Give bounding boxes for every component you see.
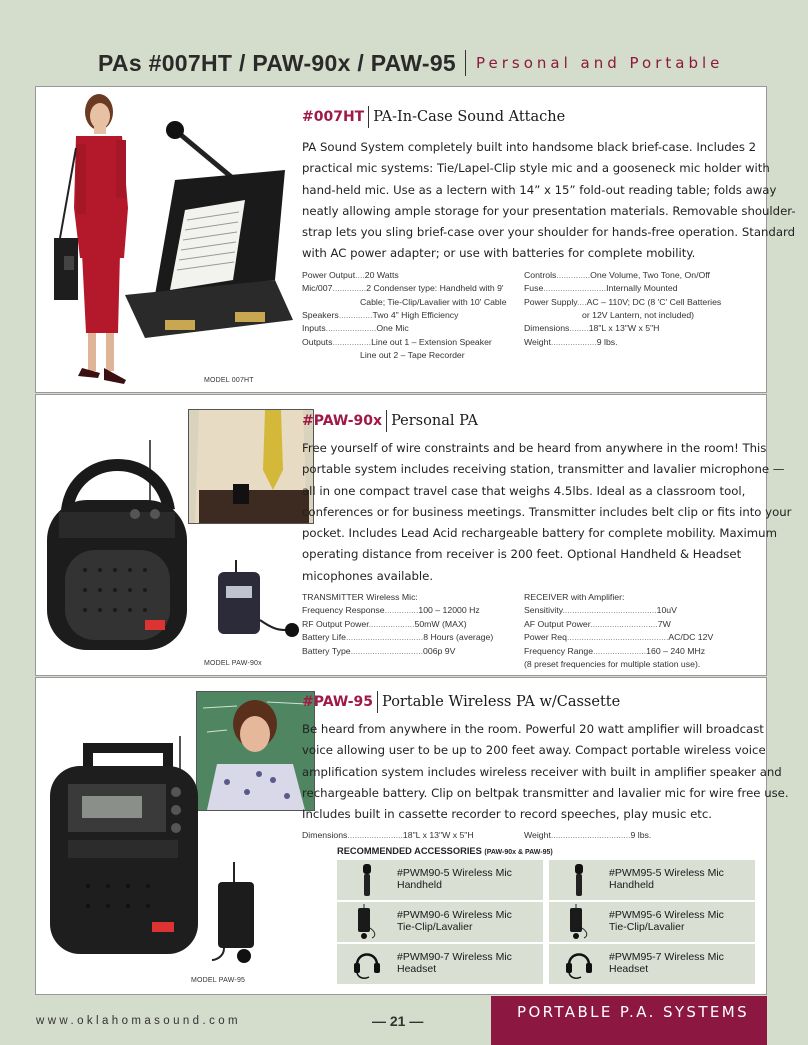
accessory-item — [549, 902, 755, 942]
spec-value: AC/DC 12V — [668, 632, 714, 643]
spec-row — [302, 645, 493, 658]
spec-row — [524, 322, 721, 335]
briefcase-pa-photo — [125, 120, 295, 350]
title-divider — [368, 106, 369, 128]
spec-row — [524, 269, 721, 282]
spec-row — [524, 591, 713, 604]
spec-dots: ....................... — [347, 830, 403, 841]
spec-row — [302, 829, 474, 842]
accessory-type: Handheld — [609, 878, 654, 891]
product-name: Personal PA — [391, 413, 478, 429]
spec-value: 50mW (MAX) — [414, 618, 467, 629]
spec-key: Weight — [524, 830, 551, 841]
spec-key: Sensitivity — [524, 605, 563, 616]
accessory-type: Headset — [397, 962, 437, 975]
accessory-type: Handheld — [397, 878, 442, 891]
spec-dots: ....................................... — [562, 605, 657, 616]
spec-key: Mic/007 — [302, 283, 333, 294]
accessory-model: #PWM90-5 Wireless Mic — [397, 867, 512, 879]
spec-dots: ........ — [569, 323, 589, 334]
accessory-type: Tie-Clip/Lavalier — [609, 920, 685, 933]
spec-key: Weight — [524, 336, 551, 347]
spec-value: 18"L x 13"W x 5"H — [402, 830, 474, 841]
page-title: PAs #007HT / PAW-90x / PAW-95 — [98, 49, 457, 76]
spec-value: 2 Condenser type: Handheld with 9' — [366, 283, 504, 294]
spec-row — [524, 631, 713, 644]
spec-row — [302, 618, 493, 631]
lavalier-mic-icon — [337, 902, 397, 942]
model-label: MODEL PAW-90x — [204, 660, 262, 667]
spec-dots: ................... — [550, 336, 597, 347]
title-divider — [377, 691, 378, 713]
spec-key: Inputs — [302, 323, 326, 334]
spec-key: Frequency Response — [302, 605, 385, 616]
product-name: Portable Wireless PA w/Cassette — [382, 694, 621, 710]
accessory-model: #PWM95-7 Wireless Mic — [609, 951, 724, 963]
spec-value: Cable; Tie-Clip/Lavalier with 10' Cable — [360, 296, 507, 307]
product-title — [302, 690, 796, 714]
product-description: Free yourself of wire constraints and be heard from anywhere in the room! This portable system includes receiving station, transmitter and lavalier microphone — all in one compact travel case that weighs 4.5lbs. Ideal as a classroom tool, conferences or for business meetings. Transmitter includes belt clip or fits into your pocket. Includes Lead Acid rechargeable battery for complete mobility. Maximum operating distance from receiver is 200 feet. Optional Handheld & Headset micophones available. — [302, 441, 792, 583]
lavalier-mic-icon — [549, 902, 609, 942]
accessory-model: #PWM95-5 Wireless Mic — [609, 867, 724, 879]
spec-value: 7W — [657, 618, 671, 629]
product-title — [302, 105, 796, 129]
spec-row — [302, 309, 507, 322]
spec-dots: ................................ — [345, 632, 424, 643]
spec-row — [302, 282, 507, 295]
product-content — [302, 409, 796, 676]
spec-table — [302, 269, 796, 364]
accessory-type: Tie-Clip/Lavalier — [397, 920, 473, 933]
spec-dots: ...................... — [593, 645, 647, 656]
page-header — [98, 46, 723, 80]
spec-dots: .............. — [384, 605, 419, 616]
spec-table — [302, 829, 796, 845]
accessory-item — [549, 944, 755, 984]
spec-row — [524, 829, 651, 842]
spec-key: Fuse — [524, 283, 544, 294]
accessory-item — [337, 944, 543, 984]
spec-dots: ............................ — [590, 618, 658, 629]
section-band — [491, 996, 767, 1045]
handheld-mic-icon — [337, 860, 397, 900]
spec-key: Controls — [524, 269, 557, 280]
spec-row — [302, 322, 507, 335]
spec-value: 18"L x 13"W x 5"H — [588, 323, 660, 334]
spec-key: Power Supply — [524, 296, 577, 307]
spec-dots: ..................... — [325, 323, 377, 334]
spec-value: Line out 1 – Extension Speaker — [371, 336, 492, 347]
spec-dots: .... — [576, 296, 587, 307]
spec-column-right — [524, 269, 721, 349]
product-title — [302, 409, 796, 433]
spec-value: AC – 110V; DC (8 'C' Cell Batteries — [586, 296, 722, 307]
product-content — [302, 690, 796, 845]
accessories-title: RECOMMENDED ACCESSORIES (PAW-90x & PAW-95) — [337, 846, 553, 856]
model-label: MODEL PAW-95 — [191, 977, 246, 984]
accessory-item — [337, 860, 543, 900]
spec-column-right — [524, 591, 713, 671]
headset-mic-icon — [549, 944, 609, 984]
spec-row — [524, 618, 713, 631]
spec-row — [302, 604, 493, 617]
page-number: — 21 — — [372, 1013, 424, 1029]
headset-mic-icon — [337, 944, 397, 984]
spec-key: Frequency Range — [524, 645, 594, 656]
spec-value: 20 Watts — [364, 269, 399, 280]
spec-key: Battery Type — [302, 645, 351, 656]
model-label: MODEL 007HT — [204, 377, 254, 384]
spec-row — [524, 604, 713, 617]
product-description: Be heard from anywhere in the room. Powerful 20 watt amplifier will broadcast voice allowing user to be up to 200 feet away. Compact portable wireless voice amplification system includes wireless receiver with built in amplifier speaker and rechargeable battery. Clip on beltpak transmitter and lavalier mic for wire free use. Includes built in cassette recorder to record speeches, play music etc. — [302, 722, 789, 822]
spec-row — [302, 349, 507, 362]
product-code: #PAW-90x — [302, 413, 383, 429]
accessory-model: #PWM90-7 Wireless Mic — [397, 951, 512, 963]
spec-dots: .............. — [556, 269, 591, 280]
spec-row — [302, 631, 493, 644]
accessory-item — [549, 860, 755, 900]
spec-value: or 12V Lantern, not included) — [582, 310, 695, 320]
product-code: #PAW-95 — [302, 694, 374, 710]
accessory-label — [609, 902, 724, 933]
accessory-label — [397, 902, 512, 933]
spec-value: Line out 2 – Tape Recorder — [360, 350, 465, 361]
accessory-item — [337, 902, 543, 942]
accessories-grid — [337, 860, 755, 984]
accessory-model: #PWM95-6 Wireless Mic — [609, 909, 724, 921]
spec-table — [302, 591, 796, 676]
section-label: PORTABLE P.A. SYSTEMS — [517, 1003, 750, 1021]
product-name: PA-In-Case Sound Attache — [373, 109, 566, 125]
transmitter-2-photo — [204, 862, 284, 967]
spec-row — [524, 658, 713, 671]
accessory-label — [397, 860, 512, 891]
accessory-label — [609, 860, 724, 891]
spec-row — [524, 296, 721, 309]
spec-dots: .............. — [338, 310, 373, 320]
spec-value: Two 4" High Efficiency — [372, 310, 459, 320]
spec-row — [302, 336, 507, 349]
accessories-note: (PAW-90x & PAW-95) — [484, 849, 553, 856]
spec-row — [524, 309, 721, 322]
spec-row — [302, 269, 507, 282]
spec-dots: .......................................... — [566, 632, 669, 643]
spec-value: 160 – 240 MHz — [646, 645, 706, 656]
page-subtitle: Personal and Portable — [476, 54, 724, 72]
spec-key: Outputs — [302, 336, 333, 347]
spec-key: AF Output Power — [524, 618, 591, 629]
spec-key: Power Req — [524, 632, 567, 643]
spec-column-left — [302, 829, 474, 842]
spec-key: Dimensions — [302, 830, 348, 841]
spec-key: Speakers — [302, 310, 339, 320]
accessory-label — [609, 944, 724, 975]
paw95-speaker-photo — [48, 736, 208, 956]
spec-value: One Mic — [376, 323, 409, 334]
title-divider — [465, 50, 466, 76]
transmitter-photo — [214, 560, 309, 645]
accessory-type: Headset — [609, 962, 649, 975]
spec-row — [524, 282, 721, 295]
spec-key: RF Output Power — [302, 618, 369, 629]
spec-row — [302, 591, 493, 604]
spec-value: 9 lbs. — [630, 830, 652, 841]
spec-value: 100 – 12000 Hz — [418, 605, 480, 616]
spec-dots: .......................... — [543, 283, 607, 294]
accessory-model: #PWM90-6 Wireless Mic — [397, 909, 512, 921]
spec-key: Dimensions — [524, 323, 570, 334]
spec-value: One Volume, Two Tone, On/Off — [590, 269, 710, 280]
product-description: PA Sound System completely built into handsome black brief-case. Includes 2 practical mic systems: Tie/Lapel-Clip style mic and a gooseneck mic holder with hand-held mic. Use as a lectern with 14” x 15” fold-out reading table; folds away neatly allowing ample storage for your presentation materials. Removable shoulder-strap lets you sling brief-case over your shoulder for hands-free operation. Standard with AC power adapter; or use with batteries for complete mobility. — [302, 140, 796, 261]
title-divider — [386, 410, 387, 432]
spec-dots: ................................. — [550, 830, 631, 841]
spec-key: (8 preset frequencies for multiple station use). — [524, 659, 701, 670]
paw90x-speaker-photo — [45, 440, 190, 660]
product-content — [302, 105, 796, 364]
website-url: www.oklahomasound.com — [36, 1015, 241, 1027]
spec-column-right — [524, 829, 651, 842]
spec-dots: ................ — [332, 336, 372, 347]
man-with-lavalier-photo — [188, 409, 314, 524]
spec-row — [524, 336, 721, 349]
product-code: #007HT — [302, 109, 365, 125]
spec-value: 8 Hours (average) — [423, 632, 494, 643]
spec-dots: .... — [355, 269, 365, 280]
spec-dots: .............. — [332, 283, 367, 294]
spec-dots: ................... — [368, 618, 415, 629]
spec-value: Internally Mounted — [606, 283, 678, 294]
teacher-photo — [196, 691, 315, 811]
spec-key: Power Output — [302, 269, 356, 280]
spec-value: 10uV — [656, 605, 677, 616]
accessory-label — [397, 944, 512, 975]
spec-key: TRANSMITTER Wireless Mic: — [302, 592, 418, 603]
spec-column-left — [302, 269, 507, 363]
spec-column-left — [302, 591, 493, 658]
spec-key: RECEIVER with Amplifier: — [524, 592, 625, 603]
spec-row — [524, 645, 713, 658]
spec-row — [302, 296, 507, 309]
spec-value: 9 lbs. — [596, 336, 618, 347]
spec-dots: .............................. — [350, 645, 424, 656]
handheld-mic-icon — [549, 860, 609, 900]
spec-value: 006p 9V — [423, 645, 456, 656]
spec-key: Battery Life — [302, 632, 346, 643]
